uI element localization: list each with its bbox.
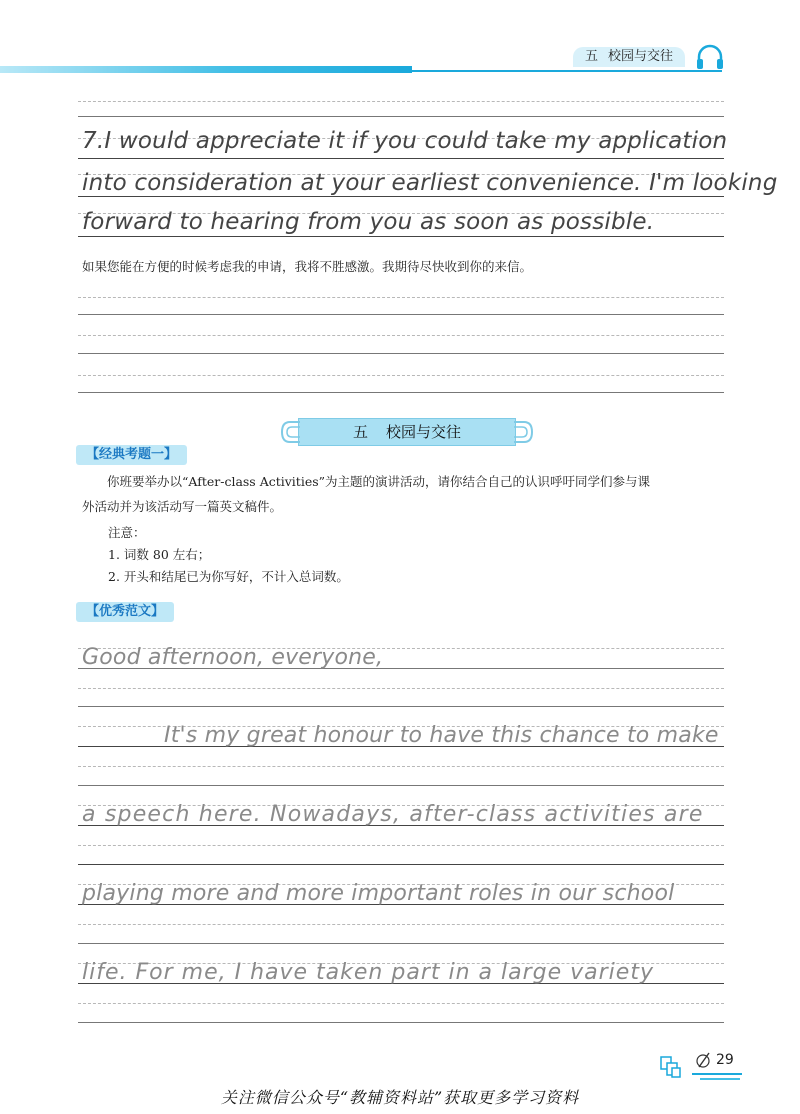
exam-note-1: 1. 词数 80 左右；	[108, 547, 211, 562]
exam-prompt-cont	[82, 494, 722, 520]
section-banner	[278, 418, 536, 446]
header-section-title: 校园与交往	[608, 49, 674, 64]
sentence7-line-2: into consideration at your earliest convenience. I'm looking	[82, 170, 778, 196]
footer-rule	[692, 1073, 742, 1075]
sentence7-line-3: forward to hearing from you as soon as possible.	[82, 209, 655, 235]
model-line-4: playing more and more important roles in our school	[82, 881, 675, 906]
page-number: 29	[716, 1052, 734, 1068]
exam-tag: 【经典考题一】	[76, 445, 187, 465]
pen-icon	[695, 1050, 713, 1070]
model-line-3: a speech here. Nowadays, after-class activities are	[82, 802, 704, 827]
banner-section-number: 五	[352, 423, 368, 441]
headphone-icon	[695, 44, 725, 70]
header-rule	[412, 70, 722, 72]
header-section-number: 五	[585, 49, 599, 64]
exam-prompt-line-2: 外活动并为该活动写一篇英文稿件。	[82, 499, 283, 514]
footer-rule-2	[700, 1078, 740, 1080]
model-line-5: life. For me, I have taken part in a large variety	[82, 960, 654, 985]
header-section-tab	[573, 47, 685, 67]
books-icon	[660, 1055, 682, 1079]
exam-note-2: 2. 开头和结尾已为你写好，不计入总词数。	[108, 569, 349, 584]
model-tag: 【优秀范文】	[76, 602, 174, 622]
sentence7-line-1: 7.I would appreciate it if you could take my application	[82, 128, 728, 154]
model-line-2: It's my great honour to have this chance to make	[164, 723, 719, 748]
exam-prompt-line-1: 你班要举办以“After-class Activities”为主题的演讲活动，请你结合自己的认识呼吁同学们参与课	[107, 474, 651, 489]
header-accent-bar	[0, 66, 412, 73]
sentence7-translation: 如果您能在方便的时候考虑我的申请，我将不胜感激。我期待尽快收到你的来信。	[82, 259, 533, 274]
footer-watermark: 关注微信公众号“教辅资料站”获取更多学习资料	[220, 1088, 580, 1107]
model-line-1: Good afternoon, everyone,	[82, 645, 384, 670]
exam-prompt	[82, 469, 722, 495]
exam-note-title: 注意：	[108, 525, 146, 540]
banner-section-title: 校园与交往	[386, 423, 462, 441]
